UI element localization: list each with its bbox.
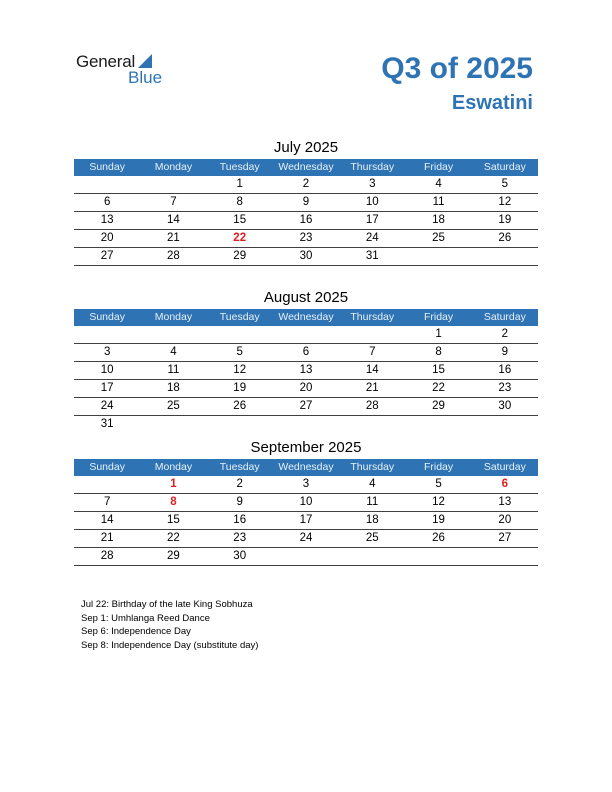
day-cell: 28 bbox=[100, 550, 114, 562]
month-september bbox=[74, 437, 538, 566]
day-cell: 11 bbox=[167, 364, 180, 376]
day-cell: 3 bbox=[302, 478, 310, 490]
day-cell bbox=[339, 326, 405, 343]
day-cell bbox=[140, 176, 206, 193]
day-cell: 14 bbox=[100, 514, 114, 526]
day-cell: 25 bbox=[167, 400, 180, 412]
day-cell: 11 bbox=[432, 196, 445, 208]
day-cell: 29 bbox=[432, 400, 445, 412]
weekday-label: Monday bbox=[154, 161, 193, 173]
day-cell: 8 bbox=[435, 346, 442, 358]
weekday-label: Wednesday bbox=[278, 461, 334, 473]
week-row bbox=[74, 212, 538, 230]
month-august bbox=[74, 287, 538, 433]
day-cell: 22 bbox=[432, 382, 445, 394]
day-cell: 26 bbox=[498, 232, 512, 244]
weekday-label: Wednesday bbox=[278, 311, 334, 323]
day-cell bbox=[74, 326, 140, 343]
day-cell: 13 bbox=[299, 364, 313, 376]
day-cell: 17 bbox=[100, 382, 114, 394]
day-cell: 1 bbox=[170, 478, 177, 490]
day-cell: 3 bbox=[369, 178, 376, 190]
day-cell: 30 bbox=[498, 400, 512, 412]
day-cell: 18 bbox=[432, 214, 445, 226]
week-row bbox=[74, 194, 538, 212]
weekday-label: Thursday bbox=[350, 161, 395, 173]
day-cell: 7 bbox=[103, 496, 111, 508]
weekday-label: Sunday bbox=[89, 461, 125, 473]
week-row bbox=[74, 416, 538, 433]
weekday-header bbox=[74, 309, 538, 326]
day-cell: 16 bbox=[498, 364, 512, 376]
day-cell: 17 bbox=[365, 214, 379, 226]
day-cell: 9 bbox=[302, 196, 310, 208]
weekday-label: Saturday bbox=[483, 461, 526, 473]
day-cell: 2 bbox=[501, 328, 509, 340]
day-cell bbox=[472, 248, 538, 265]
day-cell bbox=[140, 416, 206, 433]
week-row bbox=[74, 398, 538, 416]
weekday-label: Saturday bbox=[483, 161, 526, 173]
day-cell: 1 bbox=[236, 178, 243, 190]
day-cell bbox=[405, 416, 471, 433]
month-title: September 2025 bbox=[250, 439, 362, 456]
day-cell: 30 bbox=[233, 550, 247, 562]
day-cell: 12 bbox=[498, 196, 512, 208]
month-title: August 2025 bbox=[263, 289, 349, 306]
weekday-label: Tuesday bbox=[219, 161, 260, 173]
month-title: July 2025 bbox=[273, 139, 339, 156]
week-row bbox=[74, 326, 538, 344]
country-name: Eswatini bbox=[451, 92, 533, 114]
quarter-title: Q3 of 2025 bbox=[381, 52, 533, 85]
day-cell: 21 bbox=[365, 382, 379, 394]
day-cell: 5 bbox=[435, 478, 442, 490]
day-cell: 13 bbox=[498, 496, 512, 508]
weekday-label: Thursday bbox=[350, 461, 395, 473]
weekday-header bbox=[74, 459, 538, 476]
day-cell bbox=[207, 416, 273, 433]
weekday-label: Tuesday bbox=[219, 311, 260, 323]
day-cell bbox=[140, 326, 206, 343]
weekday-label: Monday bbox=[154, 311, 193, 323]
day-cell: 22 bbox=[167, 532, 180, 544]
day-cell: 5 bbox=[501, 178, 509, 190]
logo-blue-text: Blue bbox=[128, 68, 163, 87]
day-cell: 8 bbox=[236, 196, 243, 208]
weekday-label: Saturday bbox=[483, 311, 526, 323]
week-row bbox=[74, 362, 538, 380]
day-cell: 28 bbox=[365, 400, 379, 412]
day-cell: 18 bbox=[365, 514, 379, 526]
weekday-label: Friday bbox=[423, 311, 454, 323]
day-cell bbox=[472, 416, 538, 433]
logo-triangle-icon bbox=[138, 54, 152, 68]
weekday-label: Friday bbox=[423, 461, 454, 473]
day-cell: 11 bbox=[366, 496, 379, 508]
week-row bbox=[74, 344, 538, 362]
day-cell: 26 bbox=[233, 400, 247, 412]
holiday-note: Sep 6: Independence Day bbox=[81, 626, 191, 637]
day-cell: 1 bbox=[435, 328, 442, 340]
weekday-label: Tuesday bbox=[219, 461, 260, 473]
day-cell: 4 bbox=[435, 178, 442, 190]
day-cell: 30 bbox=[299, 250, 313, 262]
day-cell: 23 bbox=[299, 232, 313, 244]
day-cell bbox=[472, 548, 538, 565]
day-cell bbox=[273, 548, 339, 565]
day-cell: 12 bbox=[233, 364, 247, 376]
day-cell: 19 bbox=[498, 214, 512, 226]
day-cell: 3 bbox=[103, 346, 111, 358]
day-cell: 22 bbox=[233, 232, 247, 244]
day-cell: 15 bbox=[233, 214, 247, 226]
day-cell: 20 bbox=[100, 232, 114, 244]
day-cell: 21 bbox=[167, 232, 180, 244]
week-row bbox=[74, 494, 538, 512]
day-cell: 25 bbox=[432, 232, 445, 244]
day-cell bbox=[405, 548, 471, 565]
day-cell: 28 bbox=[167, 250, 180, 262]
day-cell bbox=[405, 248, 471, 265]
weekday-label: Monday bbox=[154, 461, 193, 473]
day-cell: 4 bbox=[369, 478, 376, 490]
day-cell bbox=[273, 326, 339, 343]
day-cell: 20 bbox=[498, 514, 512, 526]
day-cell: 27 bbox=[299, 400, 313, 412]
day-cell bbox=[74, 476, 140, 493]
day-cell: 29 bbox=[233, 250, 247, 262]
week-row bbox=[74, 512, 538, 530]
holiday-note: Jul 22: Birthday of the late King Sobhuza bbox=[81, 599, 253, 610]
day-cell bbox=[207, 326, 273, 343]
logo-general-text: General bbox=[76, 52, 136, 71]
day-cell: 15 bbox=[167, 514, 180, 526]
week-row bbox=[74, 248, 538, 266]
day-cell: 9 bbox=[236, 496, 243, 508]
day-cell: 9 bbox=[501, 346, 509, 358]
day-cell: 2 bbox=[236, 478, 243, 490]
day-cell: 27 bbox=[100, 250, 114, 262]
day-cell: 19 bbox=[432, 514, 445, 526]
day-cell bbox=[74, 176, 140, 193]
day-cell: 18 bbox=[167, 382, 180, 394]
day-cell: 6 bbox=[302, 346, 310, 358]
day-cell: 7 bbox=[170, 196, 177, 208]
day-cell: 31 bbox=[365, 250, 379, 262]
day-cell: 15 bbox=[432, 364, 445, 376]
day-cell: 16 bbox=[299, 214, 313, 226]
day-cell: 2 bbox=[302, 178, 310, 190]
day-cell: 19 bbox=[233, 382, 247, 394]
weekday-label: Wednesday bbox=[278, 161, 334, 173]
day-cell: 10 bbox=[365, 196, 379, 208]
day-cell: 6 bbox=[501, 478, 509, 490]
holiday-note: Sep 1: Umhlanga Reed Dance bbox=[81, 612, 210, 624]
day-cell: 13 bbox=[100, 214, 114, 226]
day-cell: 5 bbox=[236, 346, 243, 358]
month-july bbox=[74, 137, 538, 266]
day-cell: 23 bbox=[498, 382, 512, 394]
holiday-notes bbox=[81, 598, 258, 652]
day-cell: 26 bbox=[432, 532, 445, 544]
day-cell: 21 bbox=[100, 532, 114, 544]
day-cell: 24 bbox=[100, 400, 114, 412]
day-cell: 10 bbox=[100, 364, 114, 376]
day-cell: 8 bbox=[170, 496, 177, 508]
day-cell: 31 bbox=[100, 418, 114, 430]
weekday-header bbox=[74, 159, 538, 176]
week-row bbox=[74, 530, 538, 548]
day-cell: 17 bbox=[299, 514, 313, 526]
general-blue-logo bbox=[76, 52, 176, 88]
day-cell: 16 bbox=[233, 514, 247, 526]
day-cell: 6 bbox=[103, 196, 111, 208]
day-cell: 27 bbox=[498, 532, 512, 544]
weekday-label: Friday bbox=[423, 161, 454, 173]
day-cell: 7 bbox=[369, 346, 376, 358]
week-row bbox=[74, 230, 538, 248]
week-row bbox=[74, 476, 538, 494]
day-cell bbox=[339, 416, 405, 433]
day-cell: 20 bbox=[299, 382, 313, 394]
day-cell: 12 bbox=[432, 496, 445, 508]
day-cell: 14 bbox=[167, 214, 180, 226]
day-cell: 25 bbox=[365, 532, 379, 544]
weekday-label: Sunday bbox=[89, 161, 125, 173]
day-cell bbox=[273, 416, 339, 433]
week-row bbox=[74, 176, 538, 194]
weekday-label: Thursday bbox=[350, 311, 395, 323]
weekday-label: Sunday bbox=[89, 311, 125, 323]
week-row bbox=[74, 548, 538, 566]
day-cell: 14 bbox=[365, 364, 379, 376]
day-cell: 24 bbox=[365, 232, 379, 244]
day-cell: 29 bbox=[167, 550, 180, 562]
day-cell: 10 bbox=[299, 496, 313, 508]
holiday-note: Sep 8: Independence Day (substitute day) bbox=[81, 639, 259, 651]
day-cell bbox=[339, 548, 405, 565]
day-cell: 23 bbox=[233, 532, 247, 544]
day-cell: 4 bbox=[170, 346, 177, 358]
day-cell: 24 bbox=[299, 532, 313, 544]
week-row bbox=[74, 380, 538, 398]
